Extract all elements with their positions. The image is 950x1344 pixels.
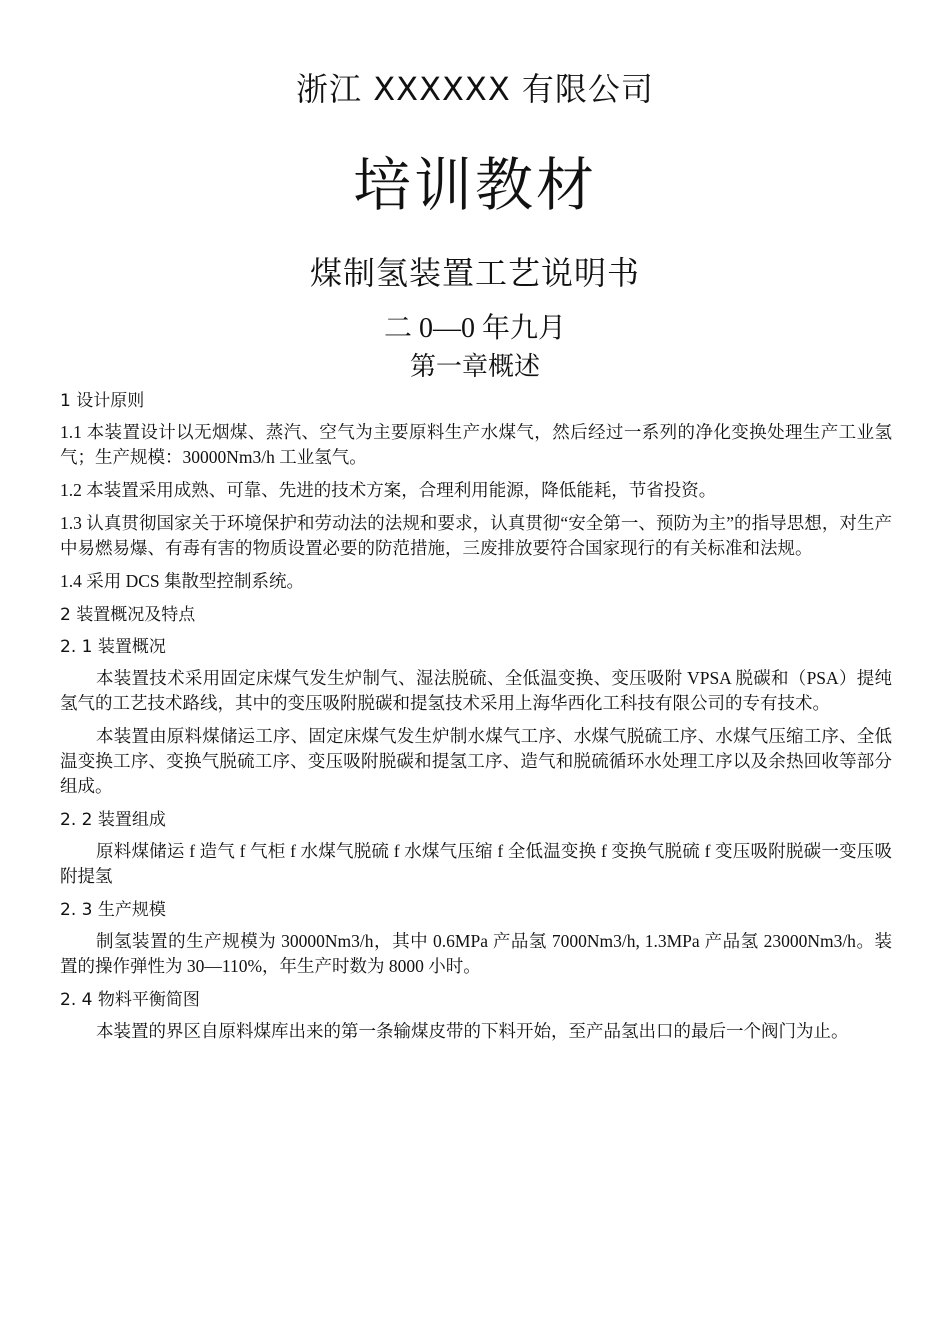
section-heading-2-1: 2. 1 装置概况	[60, 637, 166, 657]
section-heading-2-2: 2. 2 装置组成	[60, 810, 166, 830]
main-title: 培训教材	[352, 151, 597, 219]
document-subtitle: 煤制氢装置工艺说明书	[309, 254, 640, 292]
section-heading-2-3: 2. 3 生产规模	[60, 900, 166, 920]
paragraph-2-1-b: 本装置由原料煤储运工序、固定床煤气发生炉制水煤气工序、水煤气脱硫工序、水煤气压缩工序、全低温变换工序、变换气脱硫工序、变压吸附脱碳和提氢工序、造气和脱硫循环水处理工序以及余热回收等部分组成。	[60, 726, 892, 796]
paragraph-1-3: 1.3 认真贯彻国家关于环境保护和劳动法的法规和要求，认真贯彻“安全第一、预防为主”的指导思想，对生产中易燃易爆、有毒有害的物质设置必要的防范措施，三废排放要符合国家现行的有关标准和法规。	[60, 513, 892, 558]
paragraph-1-1: 1.1 本装置设计以无烟煤、蒸汽、空气为主要原料生产水煤气，然后经过一系列的净化变换处理生产工业氢气；生产规模：30000Nm3/h 工业氢气。	[60, 422, 892, 467]
paragraph-2-1-a: 本装置技术采用固定床煤气发生炉制气、湿法脱硫、全低温变换、变压吸附 VPSA 脱碳和（PSA）提纯氢气的工艺技术路线，其中的变压吸附脱碳和提氢技术采用上海华西化工科技有限公司的专有技术。	[60, 668, 892, 713]
document-body	[60, 388, 892, 1052]
paragraph-2-4: 本装置的界区自原料煤库出来的第一条输煤皮带的下料开始，至产品氢出口的最后一个阀门为止。	[96, 1021, 849, 1041]
document-date: 二 0—0 年九月	[383, 313, 566, 344]
company-name: 浙江 XXXXXX 有限公司	[296, 70, 654, 108]
section-heading-2: 2 装置概况及特点	[60, 605, 196, 625]
paragraph-2-3: 制氢装置的生产规模为 30000Nm3/h，其中 0.6MPa 产品氢 7000Nm3/h, 1.3MPa 产品氢 23000Nm3/h。装置的操作弹性为 30—110%，年生产时数为 8000 小时。	[60, 931, 892, 976]
paragraph-1-2: 1.2 本装置采用成熟、可靠、先进的技术方案，合理利用能源，降低能耗，节省投资。	[60, 480, 717, 500]
section-heading-2-4: 2. 4 物料平衡简图	[60, 990, 200, 1010]
paragraph-1-4: 1.4 采用 DCS 集散型控制系统。	[60, 571, 305, 591]
section-heading-1: 1 设计原则	[60, 391, 145, 411]
chapter-title: 第一章概述	[409, 352, 540, 381]
paragraph-2-2: 原料煤储运 f 造气 f 气柜 f 水煤气脱硫 f 水煤气压缩 f 全低温变换 f 变换气脱硫 f 变压吸附脱碳一变压吸附提氢	[60, 841, 892, 886]
